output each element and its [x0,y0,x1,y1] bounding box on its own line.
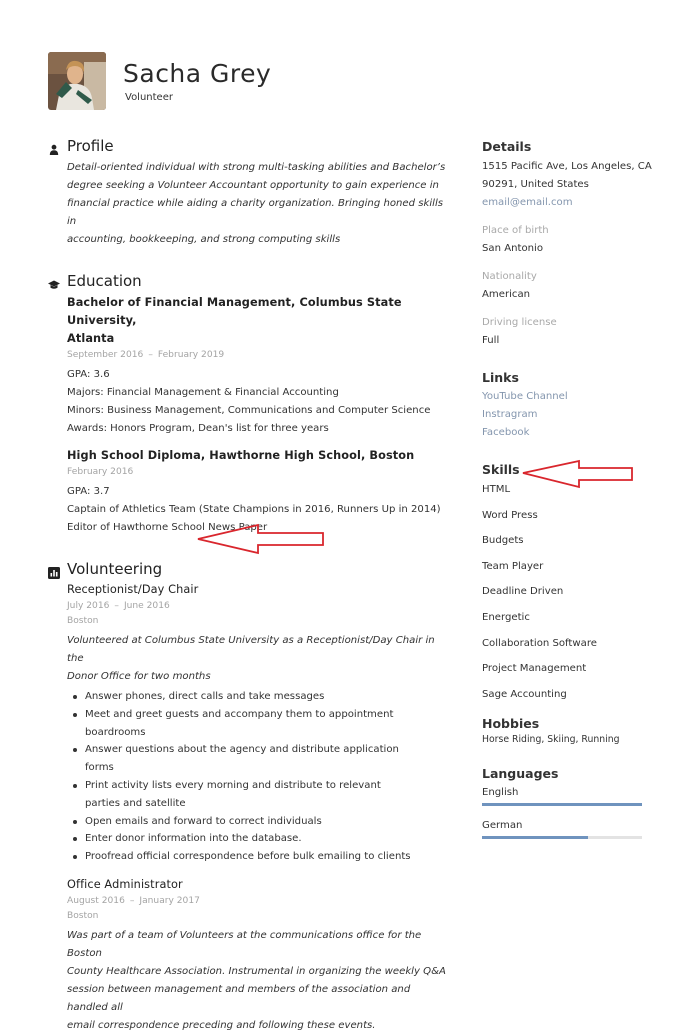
nationality-label: Nationality [482,271,537,282]
profile-summary: Detail-oriented individual with strong multi-tasking abilities and Bachelor’s degree seeking a Volunteer Accountant opportunity to gain experience in financial practice while aiding a charity organization. Bringing honed skills in accounting, bookkeeping, and strong computing skills [67,162,446,245]
skill-item: Word Press [482,509,538,521]
avatar [48,52,106,110]
list-item: Print activity lists every morning and distribute to relevant parties and satellite [67,777,412,813]
details-heading: Details [482,139,532,154]
degree-title: High School Diploma, Hawthorne High School, Boston [67,449,415,462]
list-item: Answer questions about the agency and distribute application forms [67,741,412,777]
skill-item: Sage Accounting [482,688,567,700]
language-name: German [482,820,523,832]
skills-heading: Skills [482,462,520,477]
language-level-bar [482,836,642,839]
volunteer-job: Office Administrator August 2016 – January 2017 Boston Was part of a team of Volunteers at the communications office for the Boston County Healthcare Association. Instrumental in organizing the weekly Q&A session between management and members of the association and handled all email correspondence preceding and following these events. [48,876,448,1035]
hobbies-heading: Hobbies [482,716,540,732]
graduation-cap-icon [48,276,60,288]
resume-name: Sacha Grey [123,59,272,88]
resume-job-title: Volunteer [125,92,173,103]
youtube-link[interactable]: YouTube Channel [482,391,568,402]
skill-item: Budgets [482,535,524,547]
list-item: Enter donor information into the database. [67,830,412,848]
instagram-link[interactable]: Instragram [482,409,538,420]
skill-item: Deadline Driven [482,586,564,598]
education-entry: Bachelor of Financial Management, Columbus State University, Atlanta September 2016 – February 2019 GPA: 3.6 Majors: Financial Management & Financial Accounting Minors: Business Management, Communications and Computer Science Awards: Honors Program, Dean's list for three years [48,294,448,438]
links-heading: Links [482,370,519,385]
degree-title: Bachelor of Financial Management, Columbus State University, [67,296,402,327]
date-range: September 2016 – February 2019 [67,350,225,360]
date-range: July 2016 – June 2016 [67,601,170,611]
education-entry: High School Diploma, Hawthorne High School, Boston February 2016 GPA: 3.7 Captain of Athletics Team (State Champions in 2016, Runners Up in 2014) Editor of Hawthorne School News Paper [48,447,448,537]
sidebar [482,139,652,839]
driving-license-label: Driving license [482,317,557,328]
profile-heading: Profile [48,136,448,156]
job-title: Office Administrator [67,877,183,891]
volunteering-heading: Volunteering [48,559,448,579]
bar-chart-icon [48,564,60,576]
annotation-arrow-skills [521,459,635,489]
date-range: August 2016 – January 2017 [67,895,200,906]
skill-item: Energetic [482,611,530,623]
skill-item: Team Player [482,560,544,572]
duties-list [67,688,412,866]
skills-list [482,482,652,712]
list-item: Proofread official correspondence before bulk emailing to clients [67,848,412,866]
address: 90291, United States [482,179,589,190]
place-of-birth: San Antonio [482,243,544,254]
date: February 2016 [67,467,134,477]
degree-title-cont: Atlanta [67,332,115,345]
education-heading: Education [48,271,448,291]
volunteer-job: Receptionist/Day Chair July 2016 – June 2016 Boston Volunteered at Columbus State University as a Receptionist/Day Chair in the Donor Office for two months Answer phones, direct calls and take messages Meet and greet guests and accompany them to appointment boardrooms Answer questions about the agency and distribute application forms Print activity lists every morning and distribute to relevant parties and satellite Open emails and forward to correct individuals Enter donor information into the database. Proofread official correspondence before bulk emailing to clients [48,581,448,866]
facebook-link[interactable]: Facebook [482,427,530,438]
skill-item: Project Management [482,663,587,675]
languages-heading: Languages [482,766,559,782]
skill-item: Collaboration Software [482,637,597,649]
main-column [48,136,448,1035]
job-location: Boston [67,910,99,921]
list-item: Meet and greet guests and accompany them to appointment boardrooms [67,706,412,742]
language-level-bar [482,803,642,806]
language-level-fill [482,836,588,839]
address: 1515 Pacific Ave, Los Angeles, CA [482,161,652,172]
nationality: American [482,289,531,300]
skill-item: HTML [482,484,511,495]
job-title: Receptionist/Day Chair [67,583,199,596]
hobbies-text: Horse Riding, Skiing, Running [482,734,620,746]
email-link[interactable]: email@email.com [482,197,573,208]
driving-license: Full [482,335,500,346]
annotation-arrow-volunteering [196,523,326,555]
job-location: Boston [67,616,99,626]
list-item: Answer phones, direct calls and take messages [67,688,412,706]
person-icon [48,141,60,153]
list-item: Open emails and forward to correct individuals [67,813,412,831]
language-level-fill [482,803,642,806]
place-of-birth-label: Place of birth [482,225,549,236]
language-name: English [482,787,519,799]
